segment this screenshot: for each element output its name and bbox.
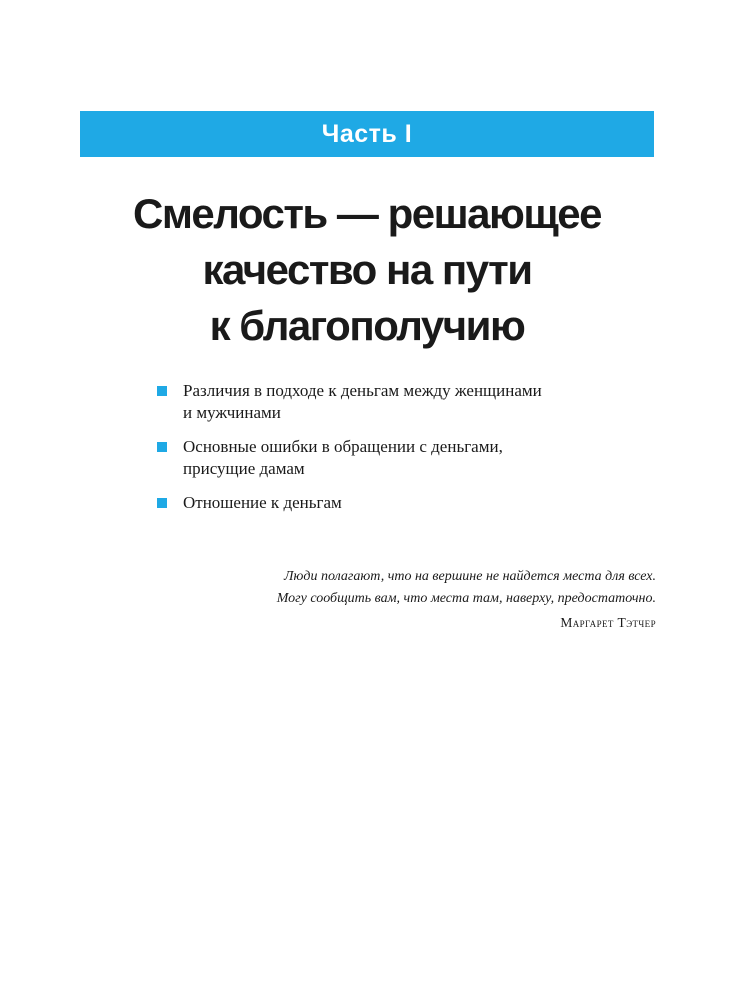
topic-text: и мужчинами (183, 403, 281, 422)
epigraph-line: Могу сообщить вам, что места там, наверху, предостаточно. (276, 591, 656, 606)
square-bullet-icon (157, 386, 167, 396)
part-banner (80, 111, 654, 157)
chapter-title-line: качество на пути (202, 246, 532, 293)
topic-text: Различия в подходе к деньгам между женщинами (183, 381, 542, 400)
topics-list (155, 380, 635, 526)
topic-item (155, 492, 635, 514)
epigraph-author: Маргарет Тэтчер (560, 615, 656, 630)
chapter-title-line: к благополучию (209, 302, 525, 349)
epigraph-line: Люди полагают, что на вершине не найдется места для всех. (284, 569, 656, 584)
part-label: Часть I (321, 119, 413, 148)
topic-text: Основные ошибки в обращении с деньгами, (183, 437, 503, 456)
square-bullet-icon (157, 498, 167, 508)
topic-text: Отношение к деньгам (183, 493, 342, 512)
epigraph (240, 566, 656, 634)
topic-item (155, 380, 635, 424)
chapter-title-line: Смелость — решающее (133, 190, 601, 237)
epigraph-quote (240, 566, 656, 610)
chapter-title (80, 186, 654, 354)
topic-item (155, 436, 635, 480)
square-bullet-icon (157, 442, 167, 452)
topic-text: присущие дамам (183, 459, 305, 478)
